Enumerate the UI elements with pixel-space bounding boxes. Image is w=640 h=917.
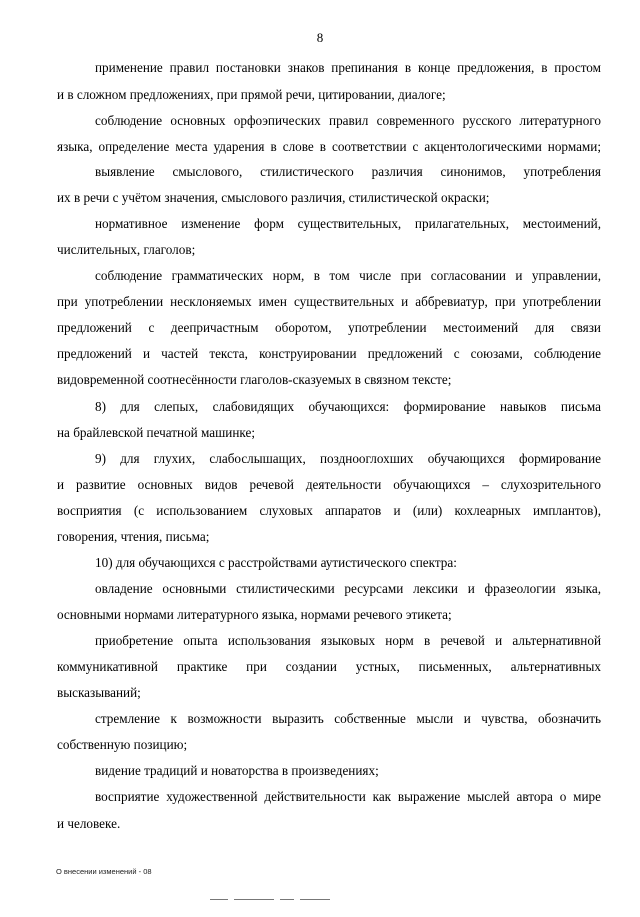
text-line: на брайлевской печатной машинке;	[57, 425, 256, 440]
text-line: 8) для слепых, слабовидящих обучающихся: формирование навыков письма	[95, 399, 601, 414]
text-line: и человеке.	[57, 816, 121, 831]
text-line: говорения, чтения, письма;	[57, 529, 210, 544]
text-line: восприятие художественной действительности как выражение мыслей автора о мире	[95, 789, 601, 804]
text-line: соблюдение основных орфоэпических правил современного русского литературного	[95, 113, 601, 128]
text-line: и развитие основных видов речевой деятельности обучающихся – слухозрительного	[57, 477, 601, 492]
text-line: восприятия (с использованием слуховых аппаратов и (или) кохлеарных имплантов),	[57, 503, 601, 518]
text-line: видение традиций и новаторства в произведениях;	[95, 763, 379, 778]
text-line: овладение основными стилистическими ресурсами лексики и фразеологии языка,	[95, 581, 601, 596]
text-line: 9) для глухих, слабослышащих, позднооглохших обучающихся формирование	[95, 451, 601, 466]
footer-note: О внесении изменений - 08	[56, 867, 152, 876]
page-number: 8	[316, 30, 324, 45]
text-line: при употреблении несклоняемых имен существительных и аббревиатур, при употреблении	[57, 294, 601, 309]
text-line: 10) для обучающихся с расстройствами аутистического спектра:	[95, 555, 457, 570]
text-line: соблюдение грамматических норм, в том числе при согласовании и управлении,	[95, 268, 601, 283]
text-line: применение правил постановки знаков препинания в конце предложения, в простом	[95, 60, 601, 75]
text-line: стремление к возможности выразить собственные мысли и чувства, обозначить	[95, 711, 601, 726]
text-line: выявление смыслового, стилистического различия синонимов, употребления	[95, 164, 601, 179]
scan-artifact-lines	[210, 899, 370, 901]
text-line: собственную позицию;	[57, 737, 188, 752]
text-line: и в сложном предложениях, при прямой речи, цитировании, диалоге;	[57, 87, 446, 102]
text-line: видовременной соотнесённости глаголов-сказуемых в связном тексте;	[57, 372, 452, 387]
text-line: языка, определение места ударения в слове в соответствии с акцентологическими нормами;	[57, 139, 601, 154]
text-line: высказываний;	[57, 685, 141, 700]
text-line: нормативное изменение форм существительных, прилагательных, местоимений,	[95, 216, 601, 231]
text-line: приобретение опыта использования языковых норм в речевой и альтернативной	[95, 633, 601, 648]
text-line: их в речи с учётом значения, смыслового различия, стилистической окраски;	[57, 190, 490, 205]
text-line: предложений и частей текста, конструировании предложений с союзами, соблюдение	[57, 346, 601, 361]
text-line: основными нормами литературного языка, нормами речевого этикета;	[57, 607, 452, 622]
text-line: коммуникативной практике при создании устных, письменных, альтернативных	[57, 659, 601, 674]
text-line: числительных, глаголов;	[57, 242, 196, 257]
text-line: предложений с деепричастным оборотом, употреблении местоимений для связи	[57, 320, 601, 335]
